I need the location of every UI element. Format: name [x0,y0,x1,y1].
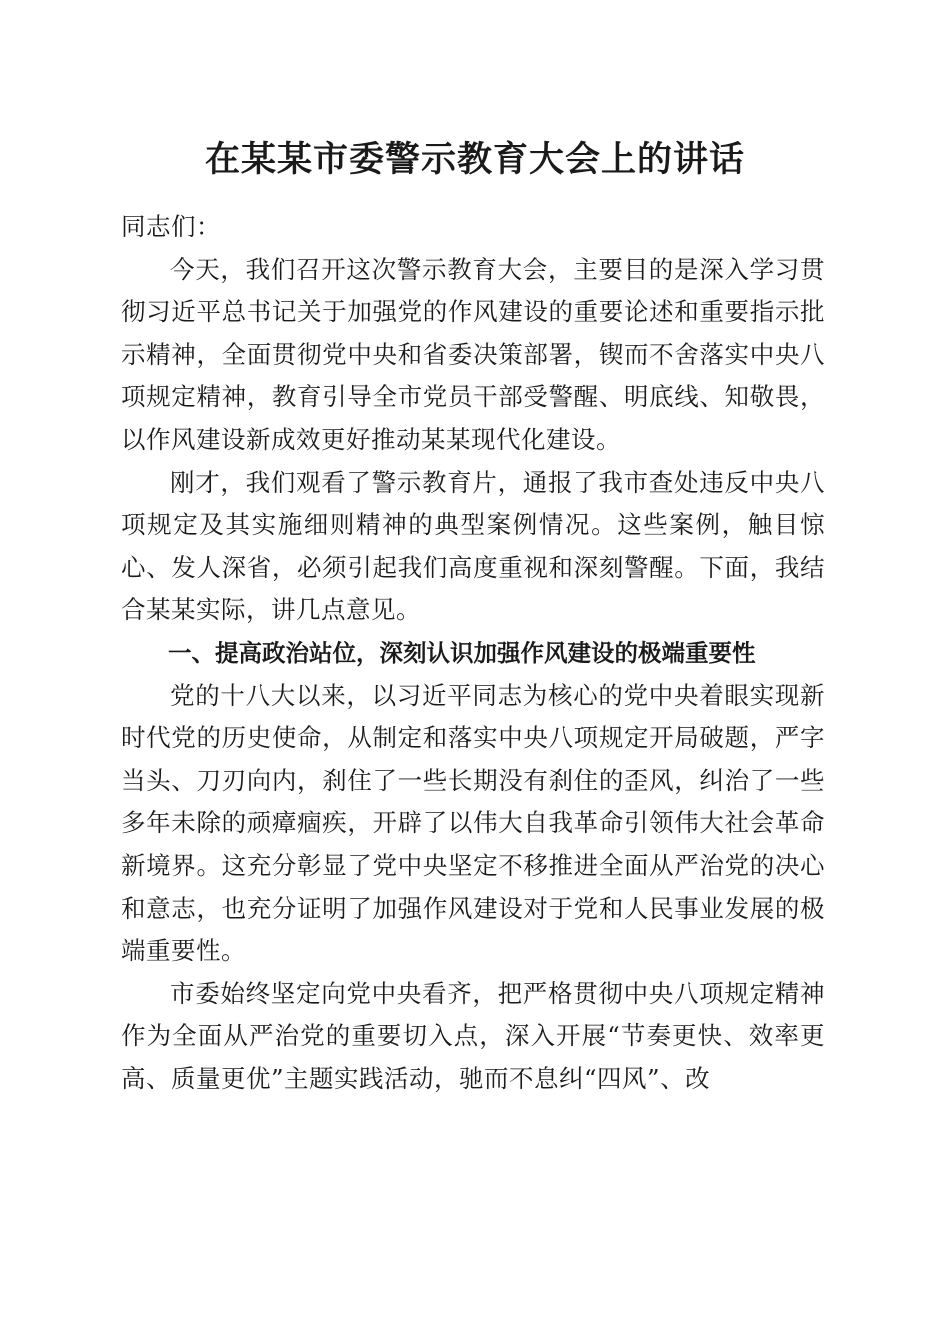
document-title: 在某某市委警示教育大会上的讲话 [204,139,745,180]
paragraph-section1-1: 党的十八大以来，以习近平同志为核心的党中央着眼实现新时代党的历史使命，从制定和落实中央八项规定开局破题，严字当头、刀刃向内，刹住了一些长期没有刹住的歪风，纠治了一些多年未除的顽瘴痼疾，开辟了以伟大自我革命引领伟大社会革命新境界。这充分彰显了党中央坚定不移推进全面从严治党的决心和意志，也充分证明了加强作风建设对于党和人民事业发展的极端重要性。 [121,680,825,966]
section-heading: 一、提高政治站位，深刻认识加强作风建设的极端重要性 [168,638,756,667]
paragraph-cases: 刚才，我们观看了警示教育片，通报了我市查处违反中央八项规定及其实施细则精神的典型案例情况。这些案例，触目惊心、发人深省，必须引起我们高度重视和深刻警醒。下面，我结合某某实际，讲几点意见。 [121,467,825,625]
document-body [121,206,825,1100]
salutation: 同志们： [121,212,221,241]
paragraph-intro: 今天，我们召开这次警示教育大会，主要目的是深入学习贯彻习近平总书记关于加强党的作风建设的重要论述和重要指示批示精神，全面贯彻党中央和省委决策部署，锲而不舍落实中央八项规定精神，教育引导全市党员干部受警醒、明底线、知敬畏，以作风建设新成效更好推动某某现代化建设。 [121,254,825,454]
paragraph-section1-2: 市委始终坚定向党中央看齐，把严格贯彻中央八项规定精神作为全面从严治党的重要切入点，深入开展“节奏更快、效率更高、质量更优”主题实践活动，驰而不息纠“四风”、改 [121,978,825,1093]
